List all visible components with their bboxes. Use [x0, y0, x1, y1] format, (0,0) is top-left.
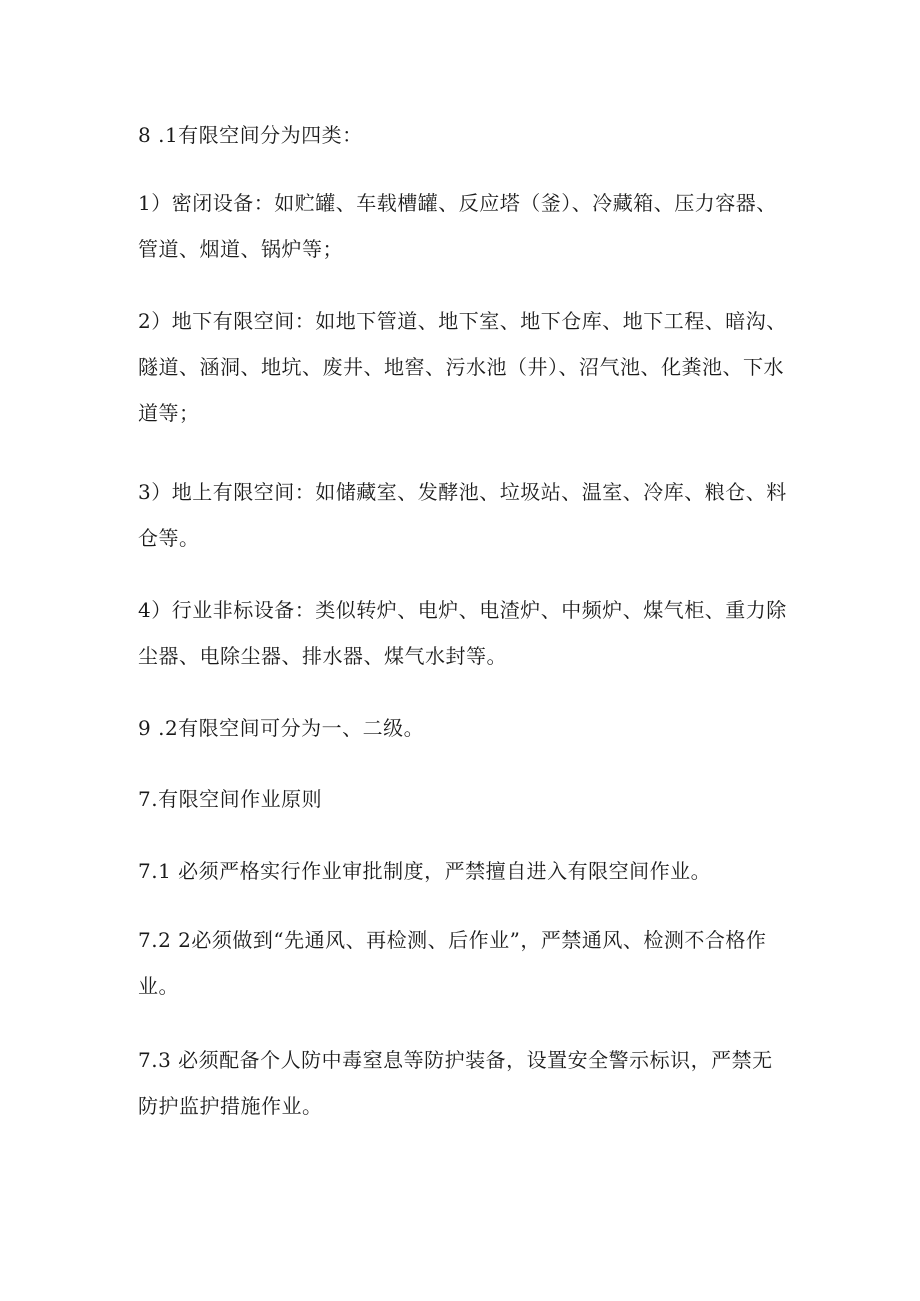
paragraph-item-3 — [138, 469, 788, 561]
text-line: 9 .2有限空间可分为一、二级。 — [138, 716, 425, 740]
text-line: 隧道、涵洞、地坑、废井、地窖、污水池（井）、沼气池、化粪池、下水 — [138, 355, 784, 379]
text-line: 管道、烟道、锅炉等； — [138, 237, 343, 261]
paragraph-9-2 — [138, 705, 788, 751]
text-line: 尘器、电除尘器、排水器、煤气水封等。 — [138, 644, 507, 668]
text-line: 1）密闭设备：如贮罐、车载槽罐、反应塔（釜）、冷藏箱、压力容器、 — [138, 191, 777, 215]
paragraph-item-1 — [138, 180, 788, 272]
paragraph-7-1 — [138, 848, 788, 894]
text-line: 仓等。 — [138, 526, 200, 550]
text-line: 7.2 2必须做到“先通风、再检测、后作业”，严禁通风、检测不合格作 — [138, 928, 767, 952]
paragraph-7-3 — [138, 1037, 788, 1129]
text-line: 7.3 必须配备个人防中毒窒息等防护装备，设置安全警示标识，严禁无 — [138, 1048, 773, 1072]
paragraph-item-4 — [138, 587, 788, 679]
text-line: 2）地下有限空间：如地下管道、地下室、地下仓库、地下工程、暗沟、 — [138, 309, 787, 333]
text-line: 业。 — [138, 974, 179, 998]
section-heading-7 — [138, 776, 788, 822]
text-line: 3）地上有限空间：如储藏室、发酵池、垃圾站、温室、冷库、粮仓、料 — [138, 480, 787, 504]
text-line: 7.有限空间作业原则 — [138, 787, 323, 811]
paragraph-item-2 — [138, 298, 788, 436]
text-line: 8 .1有限空间分为四类： — [138, 123, 363, 147]
text-line: 4）行业非标设备：类似转炉、电炉、电渣炉、中频炉、煤气柜、重力除 — [138, 598, 787, 622]
text-line: 7.1 必须严格实行作业审批制度，严禁擅自进入有限空间作业。 — [138, 859, 712, 883]
paragraph-7-2 — [138, 917, 788, 1009]
text-line: 道等； — [138, 401, 200, 425]
paragraph-8-1 — [138, 112, 788, 158]
text-line: 防护监护措施作业。 — [138, 1094, 323, 1118]
